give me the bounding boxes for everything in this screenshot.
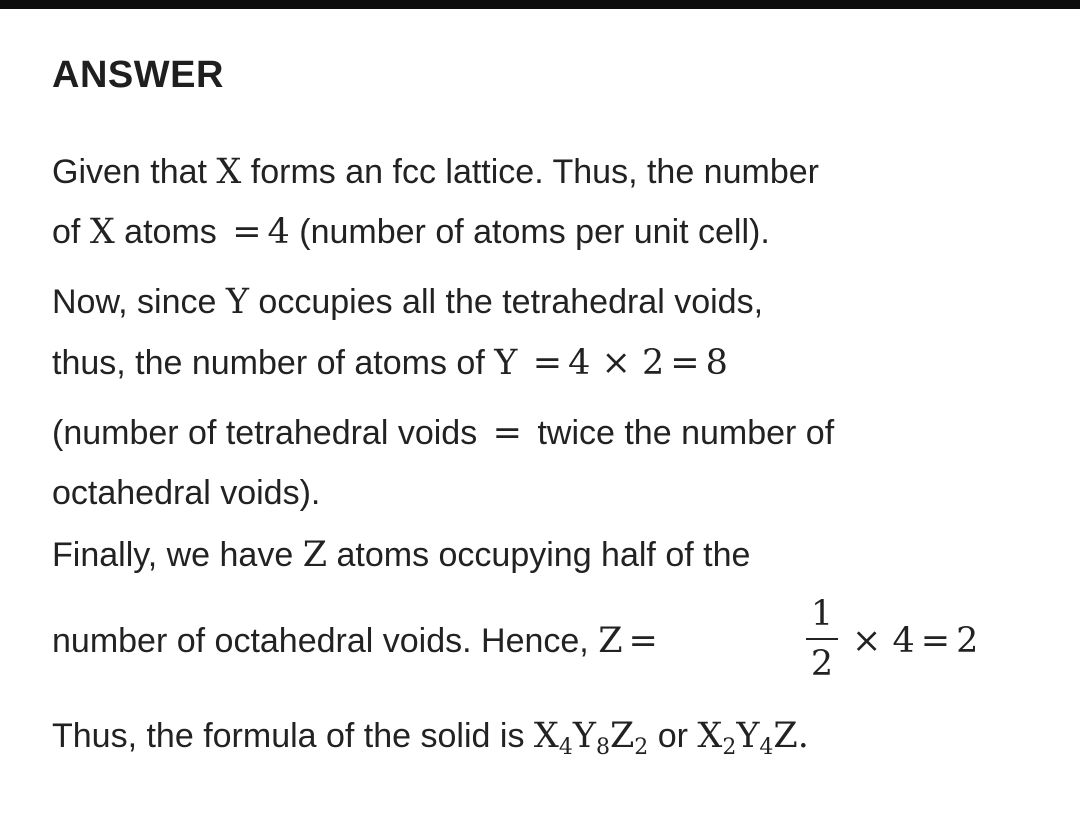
text: twice the number of [528,414,835,452]
answer-line-8-tail [852,621,978,661]
formula-subscript: 4 [558,735,573,760]
equals-sign: = [532,343,563,383]
answer-line-3 [52,282,763,322]
answer-line-6 [52,473,320,513]
equals-sign: = [670,343,700,383]
text: or [648,717,698,755]
period: . [797,716,809,756]
formula-subscript: 2 [634,735,649,760]
formula-symbol: Z [773,716,798,756]
text: (number of tetrahedral voids [52,414,487,452]
symbol-z: Z [302,535,328,575]
answer-heading: ANSWER [52,54,224,96]
formula-2 [697,716,809,760]
formula-symbol: X [697,716,723,756]
text: atoms [114,213,227,251]
fraction-bar [806,638,838,640]
answer-line-2 [52,212,770,252]
symbol-x: X [89,212,115,252]
text: (number of atoms per unit cell). [289,213,770,251]
text: octahedral voids). [52,474,321,512]
text: Thus, the formula of the solid is [52,717,534,755]
number: 4 [267,212,290,252]
formula-symbol: Z [609,716,635,756]
equals-sign: = [232,212,262,252]
text: of [52,213,90,251]
equals-sign: = [628,621,658,661]
text: occupies all the tetrahedral voids, [248,283,764,321]
fraction-numerator: 1 [810,594,834,634]
symbol-z: Z [598,621,623,661]
fraction-one-half [800,592,844,686]
symbol-y: Y [494,343,518,383]
text: thus, the number of atoms of [52,344,495,382]
formula-symbol: Y [572,716,596,756]
answer-line-7 [52,535,750,575]
equals-sign: = [492,413,522,453]
text: number of octahedral voids. Hence, [52,622,599,660]
math-expression: × 4 [852,621,915,661]
answer-line-1 [52,152,819,192]
answer-line-9 [52,716,809,760]
equals-sign: = [920,621,951,661]
formula-1 [533,716,649,760]
text: atoms occupying half of the [327,536,751,574]
text: Given that [52,153,217,191]
answer-line-4 [52,343,728,383]
formula-symbol: Y [736,716,760,756]
text: forms an fcc lattice. Thus, the number [241,153,819,191]
top-border [0,0,1080,9]
symbol-x: X [216,152,242,192]
text: Finally, we have [52,536,303,574]
math-expression: 4 × 2 [568,343,665,383]
answer-line-5 [52,413,834,453]
formula-subscript: 2 [722,735,737,760]
answer-line-8 [52,621,664,661]
fraction-denominator: 2 [810,644,834,684]
formula-symbol: X [533,716,559,756]
text: Now, since [52,283,226,321]
formula-subscript: 8 [595,735,610,760]
number: 2 [956,621,979,661]
symbol-y: Y [225,282,249,322]
formula-subscript: 4 [759,735,774,760]
number: 8 [705,343,728,383]
